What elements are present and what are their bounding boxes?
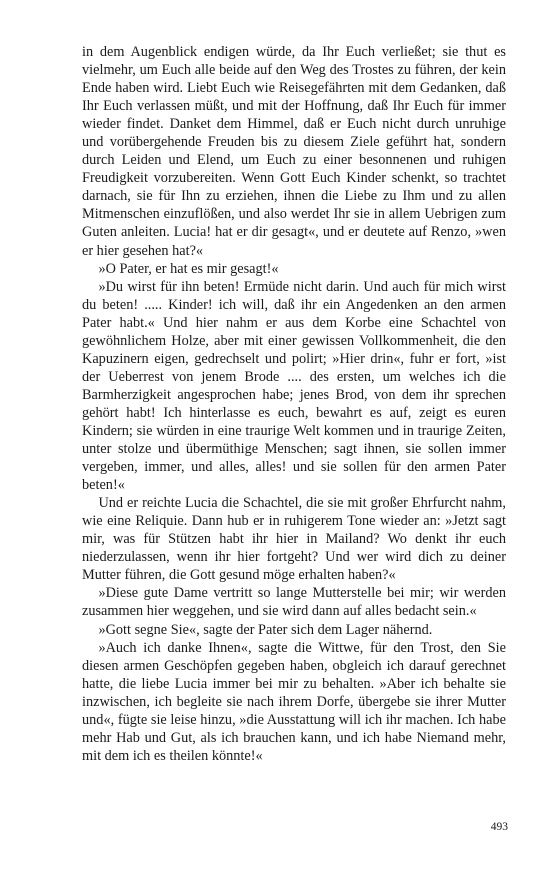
paragraph: »O Pater, er hat es mir gesagt!« xyxy=(98,260,279,277)
page-number: 493 xyxy=(490,821,508,833)
paragraph: »Gott segne Sie«, sagte der Pater sich dem Lager nähernd. xyxy=(98,621,433,638)
paragraph: »Auch ich danke Ihnen«, sagte die Wittwe, für den Trost, den Sie diesen armen Geschöpfen gegeben haben, obgleich ich darauf gerechnet hatte, die liebe Lucia immer bei mir zu behalten. »Aber ich behalte sie inzwischen, ich begleite sie nach ihrem Dorfe, übergebe sie ihrer Mutter und«, fügte sie leise hinzu, »die Ausstattung will ich ihr machen. Ich habe mehr Hab und Gut, als ich brauchen kann, und ich habe Niemand mehr, mit dem ich es theilen könnte!« xyxy=(82,639,506,764)
paragraph: »Du wirst für ihn beten! Ermüde nicht darin. Und auch für mich wirst du beten! ..... Kinder! ich will, daß ihr ein Angedenken an den armen Pater habt.« Und hier nahm er aus dem Korbe eine Schachtel von gewöhnlichem Holze, aber mit einer gewissen Vollkommenheit, die den Kapuzinern eigen, gedrechselt und polirt; »Hier drin«, fuhr er fort, »ist der Ueberrest von jenem Brode .... des ersten, um welches ich die Barmherzigkeit angesprochen habe; jenes Brod, von dem ihr sprechen gehört habt! Ich hinterlasse es euch, bewahrt es auf, zeigt es euren Kindern; sie würden in eine traurige Welt kommen und in traurige Zeiten, unter stolze und übermüthige Menschen; sagt ihnen, sie sollen immer vergeben, immer, und alles, alles! und sie sollen für den armen Pater beten!« xyxy=(82,278,506,494)
paragraph: »Diese gute Dame vertritt so lange Mutterstelle bei mir; wir werden zusammen hier weggehen, und sie wird dann auf alles bedacht sein.« xyxy=(82,585,506,620)
body-text xyxy=(82,43,506,765)
paragraph-continuation: in dem Augenblick endigen würde, da Ihr Euch verließet; sie thut es vielmehr, um Euch alle beide auf den Weg des Trostes zu führen, der kein Ende haben wird. Liebt Euch wie Reisegefährten mit dem Gedanken, daß Ihr Euch verlassen müßt, und mit der Hoffnung, daß Ihr Euch für immer wieder findet. Danket dem Himmel, daß er Euch nicht durch unruhige und vorübergehende Freuden bis zu diesem Ziele geführt hat, sondern durch Leiden und Elend, um Euch zu einer besonnenen und ruhigen Freudigkeit vorzubereiten. Wenn Gott Euch Kinder schenkt, so trachtet darnach, sie für Ihn zu erziehen, ihnen die Liebe zu Ihm und zu allen Mitmenschen einzuflößen, und also werdet Ihr sie in allem Uebrigen zum Guten anleiten. Lucia! hat er dir gesagt«, und er deutete auf Renzo, »wen er hier gesehen hat?« xyxy=(82,44,506,259)
paragraph: Und er reichte Lucia die Schachtel, die sie mit großer Ehrfurcht nahm, wie eine Reliquie. Dann hub er in ruhigerem Tone wieder an: »Jetzt sagt mir, was für Stützen habt ihr hier in Mailand? Wo denkt ihr euch niederzulassen, wenn ihr hier fortgeht? Und wer wird dich zu deiner Mutter führen, die Gott gesund möge erhalten haben?« xyxy=(82,495,506,584)
